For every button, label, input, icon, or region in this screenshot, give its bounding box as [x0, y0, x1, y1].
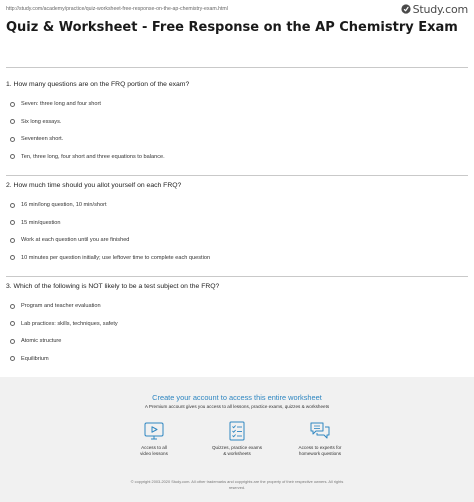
radio-icon[interactable] [10, 119, 15, 124]
answer-option[interactable] [6, 218, 468, 228]
option-label: Six long essays. [21, 118, 62, 125]
radio-icon[interactable] [10, 255, 15, 260]
answer-option[interactable] [6, 117, 468, 127]
feature-label-line: Access to all [141, 445, 167, 450]
option-label: Program and teacher evaluation [21, 303, 101, 309]
question-text: 1. How many questions are on the FRQ portion of the exam? [6, 81, 190, 88]
divider [6, 175, 468, 176]
option-label: Ten, three long, four short and three equations to balance. [21, 153, 165, 160]
option-label: 10 minutes per question initially; use leftover time to complete each question [21, 254, 211, 261]
header-bar [0, 0, 474, 18]
option-label: Atomic structure [21, 338, 62, 344]
expert-chat-icon [309, 420, 331, 442]
cta-title[interactable]: Create your account to access this entire worksheet [152, 393, 322, 402]
feature-label-line: Quizzes, practice exams [211, 445, 263, 450]
premium-cta-panel [0, 377, 474, 502]
radio-icon[interactable] [10, 356, 15, 361]
answer-option[interactable] [6, 354, 468, 364]
option-label: Equilibrium [21, 355, 49, 362]
answer-option[interactable] [6, 134, 468, 144]
question-1 [6, 80, 468, 169]
radio-icon[interactable] [10, 102, 15, 107]
study-logo-icon [401, 4, 411, 14]
feature-video-lessons [114, 420, 194, 457]
feature-label-line: & worksheets [223, 451, 251, 456]
radio-icon[interactable] [10, 304, 15, 309]
option-label: 15 min/question [21, 219, 61, 226]
radio-icon[interactable] [10, 203, 15, 208]
divider [6, 276, 468, 277]
option-label: Seven: three long and four short [21, 101, 101, 107]
answer-option[interactable] [6, 152, 468, 162]
option-label: Lab practices: skills, techniques, safety [21, 320, 118, 327]
question-2 [6, 181, 468, 270]
radio-icon[interactable] [10, 137, 15, 142]
copyright-footer [0, 479, 474, 491]
cta-subtitle: A Premium account gives you access to all lessons, practice exams, quizzes & worksheets [144, 404, 330, 409]
feature-label-line: homework questions [298, 451, 342, 456]
quiz-checklist-icon [226, 420, 248, 442]
option-label: 16 min/long question, 10 min/short [21, 202, 107, 208]
logo-text: Study.com [412, 2, 468, 16]
option-label: Work at each question until you are finished [21, 237, 130, 243]
study-logo[interactable] [401, 3, 468, 16]
page-title: Quiz & Worksheet - Free Response on the AP Chemistry Exam [6, 20, 458, 35]
copyright-line: reserved. [228, 485, 246, 490]
radio-icon[interactable] [10, 154, 15, 159]
answer-option[interactable] [6, 319, 468, 329]
question-text: 3. Which of the following is NOT likely to be a test subject on the FRQ? [6, 283, 220, 290]
answer-option[interactable] [6, 235, 468, 245]
answer-option[interactable] [6, 336, 468, 346]
feature-quizzes [197, 420, 277, 457]
feature-label-line: video lessons [140, 451, 168, 456]
answer-option[interactable] [6, 200, 468, 210]
page-url: http://study.com/academy/practice/quiz-worksheet-free-response-on-the-ap-chemistry-exam.html [6, 6, 228, 12]
question-text: 2. How much time should you allot yourself on each FRQ? [6, 182, 182, 189]
copyright-line: © copyright 2003-2020 Study.com. All other trademarks and copyrights are the property of their respective owners. All rights [130, 479, 344, 484]
radio-icon[interactable] [10, 321, 15, 326]
divider [6, 67, 468, 68]
radio-icon[interactable] [10, 238, 15, 243]
answer-option[interactable] [6, 301, 468, 311]
radio-icon[interactable] [10, 339, 15, 344]
answer-option[interactable] [6, 99, 468, 109]
question-3 [6, 282, 468, 371]
feature-experts [280, 420, 360, 457]
radio-icon[interactable] [10, 220, 15, 225]
option-label: Seventeen short. [21, 136, 64, 142]
video-lesson-icon [143, 420, 165, 442]
answer-option[interactable] [6, 253, 468, 263]
feature-label-line: Access to experts for [298, 445, 342, 450]
